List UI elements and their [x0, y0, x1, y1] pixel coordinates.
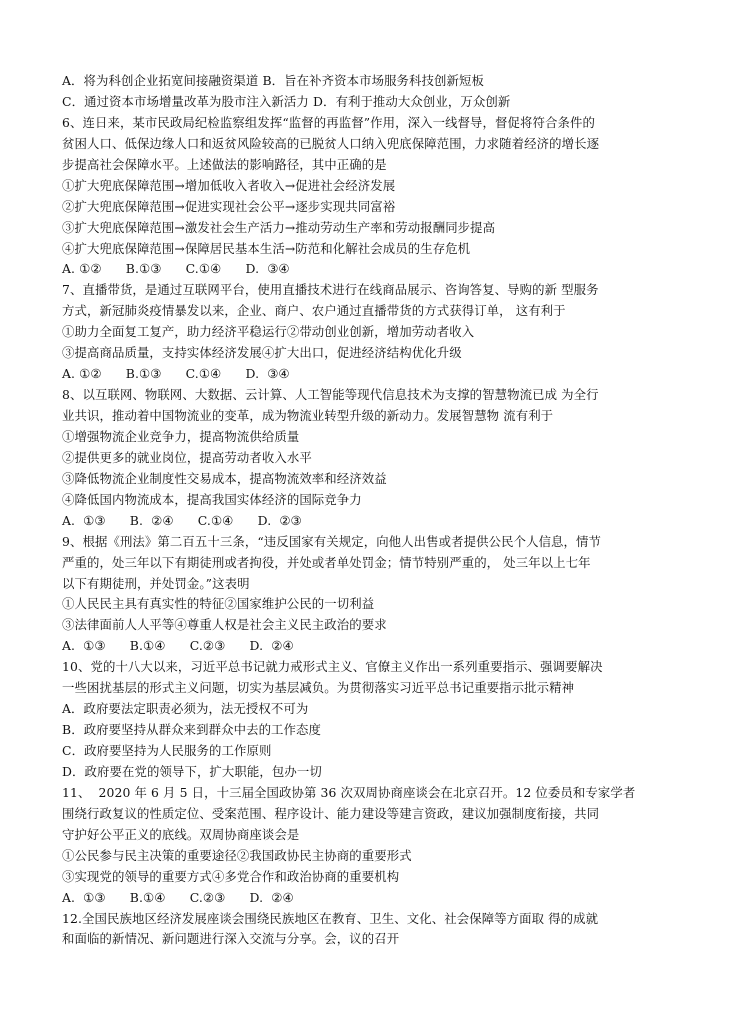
question-12-text: 12.全国民族地区经济发展座谈会围绕民族地区在教育、卫生、文化、社会保障等方面取 得的成就	[62, 910, 599, 926]
text-line: ②提供更多的就业岗位，提高劳动者收入水平	[62, 449, 312, 465]
text-line: ④扩大兜底保障范围→保障居民基本生活→防范和化解社会成员的生存危机	[62, 240, 471, 256]
document-page	[62, 71, 702, 950]
option-d: D．政府要在党的领导下，扩大职能，包办一切	[62, 763, 322, 779]
text-line: 贫困人口、低保边缘人口和返贫风险较高的已脱贫人口纳入兜底保障范围，力求随着经济的增长逐	[62, 135, 600, 151]
question-9-text: 9、根据《刑法》第二百五十三条，“违反国家有关规定，向他人出售或者提供公民个人信息，情节	[62, 533, 602, 549]
text-line: ③法律面前人人平等④尊重人权是社会主义民主政治的要求	[62, 617, 387, 633]
text-line: ②扩大兜底保障范围→促进实现社会公平→逐步实现共同富裕	[62, 198, 396, 214]
text-line: ③提高商品质量，支持实体经济发展④扩大出口，促进经济结构优化升级	[62, 345, 462, 361]
text-line: ①扩大兜底保障范围→增加低收入者收入→促进社会经济发展	[62, 177, 396, 193]
question-10-text: 10、党的十八大以来，习近平总书记就力戒形式主义、官僚主义作出一系列重要指示、强调要解决	[62, 659, 603, 675]
answer-options: A. ①③ B.①④ C.②③ D. ②④	[62, 889, 294, 905]
text-line: ①公民参与民主决策的重要途径②我国政协民主协商的重要形式	[62, 847, 412, 863]
question-6-text: 6、连日来，某市民政局纪检监察组发挥“监督的再监督”作用，深入一线督导，督促将符合条件的	[62, 114, 595, 130]
option-a: A．政府要法定职责必须为，法无授权不可为	[62, 701, 309, 717]
text-line: C．通过资本市场增量改革为股市注入新活力 D．有利于推动大众创业，万众创新	[62, 93, 511, 109]
text-line: 严重的，处三年以下有期徒刑或者拘役，并处或者单处罚金；情节特别严重的， 处三年以上七年	[62, 554, 591, 570]
text-line: ①增强物流企业竞争力，提高物流供给质量	[62, 428, 300, 444]
option-c: C．政府要坚持为人民服务的工作原则	[62, 743, 272, 758]
text-line: ④降低国内物流成本，提高我国实体经济的国际竞争力	[62, 491, 362, 507]
option-b: B．政府要坚持从群众来到群众中去的工作态度	[62, 722, 322, 738]
question-11-text: 11、 2020 年 6 月 5 日，十三届全国政协第 36 次双周协商座谈会在北京召开。12 位委员和专家学者	[62, 784, 636, 800]
question-7-text: 7、直播带货，是通过互联网平台，使用直播技术进行在线商品展示、咨询答复、导购的新 型服务	[62, 282, 599, 298]
answer-options: A. ①③ B.①④ C.②③ D. ②④	[62, 638, 294, 654]
text-line: 围绕行政复议的性质定位、受案范围、程序设计、能力建设等建言资政，建议加强制度衔接，共同	[62, 805, 600, 821]
text-line: A．将为科创企业拓宽间接融资渠道 B．旨在补齐资本市场服务科技创新短板	[62, 73, 484, 88]
question-8-text: 8、以互联网、物联网、大数据、云计算、人工智能等现代信息技术为支撑的智慧物流已成 为全行	[62, 387, 599, 403]
answer-options: A. ①② B.①③ C.①④ D. ③④	[62, 261, 290, 277]
text-line: 步提高社会保障水平。上述做法的影响路径，其中正确的是	[62, 156, 387, 172]
answer-options: A. ①③ B. ②④ C.①④ D. ②③	[62, 512, 302, 528]
text-line: ③降低物流企业制度性交易成本，提高物流效率和经济效益	[62, 470, 387, 486]
text-line: 以下有期徒刑，并处罚金。”这表明	[62, 575, 250, 591]
answer-options: A. ①② B.①③ C.①④ D. ③④	[62, 366, 290, 382]
text-line: 和面临的新情况、新问题进行深入交流与分享。会，议的召开	[62, 931, 400, 947]
text-line: 方式，新冠肺炎疫情暴发以来，企业、商户、农户通过直播带货的方式获得订单， 这有利于	[62, 303, 566, 319]
text-line: ③扩大兜底保障范围→激发社会生产活力→推动劳动生产率和劳动报酬同步提高	[62, 219, 496, 235]
text-line: ①人民民主具有真实性的特征②国家维护公民的一切利益	[62, 596, 375, 612]
text-line: 一些困扰基层的形式主义问题，切实为基层减负。为贯彻落实习近平总书记重要指示批示精神	[62, 680, 575, 696]
text-line: 守护好公平正义的底线。双周协商座谈会是	[62, 826, 300, 842]
text-line: 业共识，推动着中国物流业的变革，成为物流业转型升级的新动力。发展智慧物 流有利于	[62, 408, 554, 423]
text-line: ③实现党的领导的重要方式④多党合作和政治协商的重要机构	[62, 868, 400, 884]
text-line: ①助力全面复工复产，助力经济平稳运行②带动创业创新，增加劳动者收入	[62, 324, 475, 340]
